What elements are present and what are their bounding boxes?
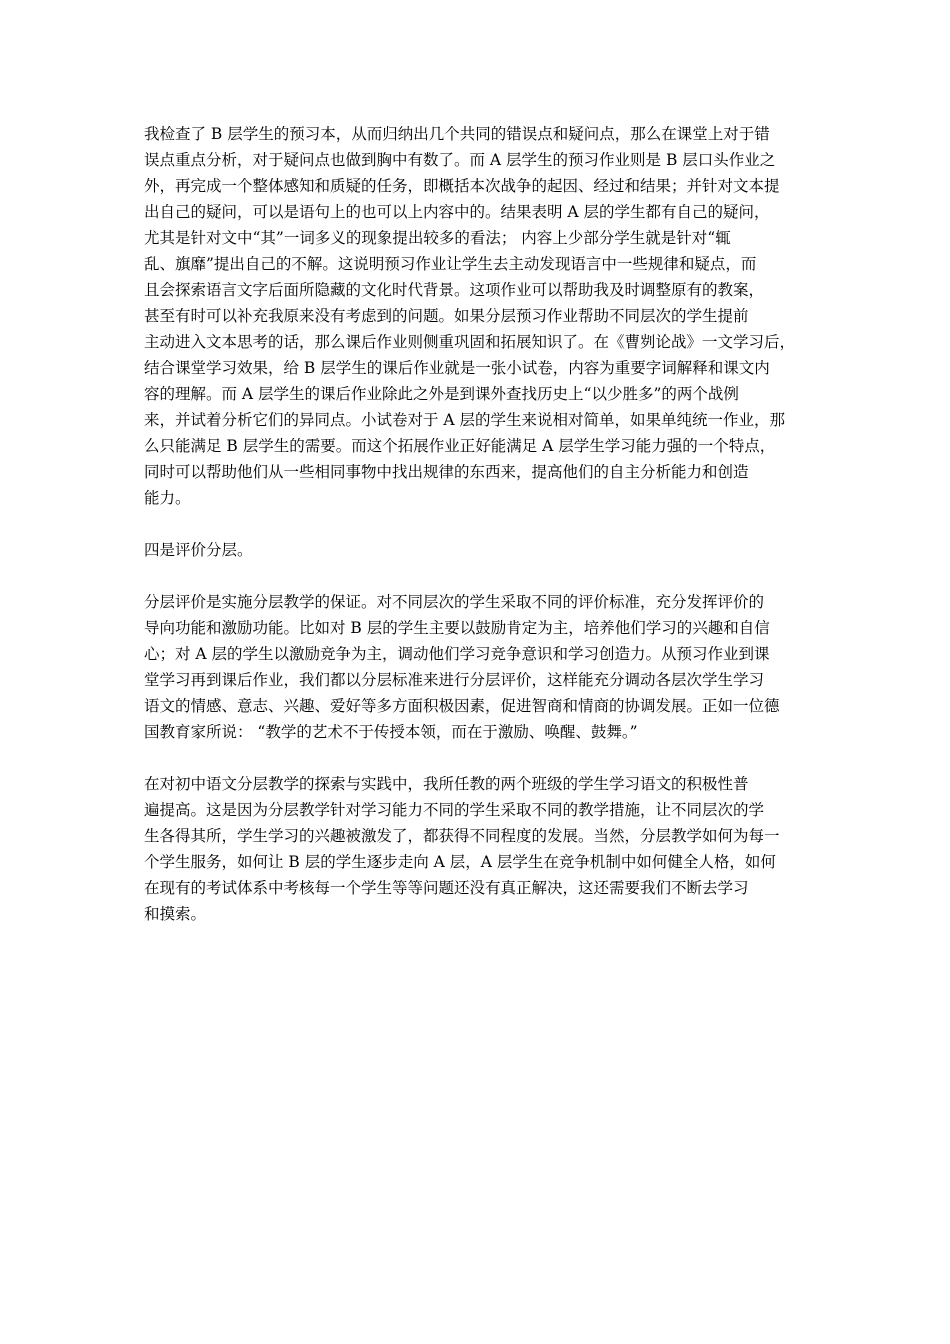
- paragraph-conclusion: 在对初中语文分层教学的探索与实践中，我所任教的两个班级的学生学习语文的积极性普 遍提高。这是因为分层教学针对学习能力不同的学生采取不同的教学措施，让不同层次的学 生各得其所，学生学习的兴趣被激发了，都获得不同程度的发展。当然，分层教学如何为每一 个学生服务，如何让 B 层的学生逐步走向 A 层，A 层学生在竞争机制中如何健全人格，如何 在现有的考试体系中考核每一个学生等等问题还没有真正解决，这还需要我们不断去学习 和摸索。: [144, 775, 780, 923]
- document-body: [144, 121, 810, 953]
- paragraph-evaluation-layering: 分层评价是实施分层教学的保证。对不同层次的学生采取不同的评价标准，充分发挥评价的 导向功能和激励功能。比如对 B 层的学生主要以鼓励肯定为主，培养他们学习的兴趣和自信 心；对 A 层的学生以激励竞争为主，调动他们学习竞争意识和学习创造力。从预习作业到课 堂学习再到课后作业，我们都以分层标准来进行分层评价，这样能充分调动各层次学生学习 语文的情感、意志、兴趣、爱好等多方面积极因素，促进智商和情商的协调发展。正如一位德 国教育家所说： “教学的艺术不于传授本领，而在于激励、唤醒、鼓舞。”: [144, 593, 780, 741]
- section-heading-evaluation: 四是评价分层。: [144, 541, 253, 559]
- paragraph-homework-layering: 我检查了 B 层学生的预习本，从而归纳出几个共同的错误点和疑问点，那么在课堂上对于错 误点重点分析，对于疑问点也做到胸中有数了。而 A 层学生的预习作业则是 B 层口头作业之 外，再完成一个整体感知和质疑的任务，即概括本次战争的起因、经过和结果；并针对文本提 出自己的疑问，可以是语句上的也可以上内容中的。结果表明 A 层的学生都有自己的疑问， 尤其是针对文中“其”一词多义的现象提出较多的看法； 内容上少部分学生就是针对“辄 乱、旗靡”提出自己的不解。这说明预习作业让学生去主动发现语言中一些规律和疑点，而 且会探索语言文字后面所隐藏的文化时代背景。这项作业可以帮助我及时调整原有的教案， 甚至有时可以补充我原来没有考虑到的问题。如果分层预习作业帮助不同层次的学生提前 主动进入文本思考的话，那么课后作业则侧重巩固和拓展知识了。在《曹刿论战》一文学习后， 结合课堂学习效果，给 B 层学生的课后作业就是一张小试卷，内容为重要字词解释和课文内 容的理解。而 A 层学生的课后作业除此之外是到课外查找历史上“以少胜多”的两个战例 来，并试着分析它们的异同点。小试卷对于 A 层的学生来说相对简单，如果单纯统一作业，那 么只能满足 B 层学生的需要。而这个拓展作业正好能满足 A 层学生学习能力强的一个特点， 同时可以帮助他们从一些相同事物中找出规律的东西来，提高他们的自主分析能力和创造 能力。: [144, 125, 796, 507]
